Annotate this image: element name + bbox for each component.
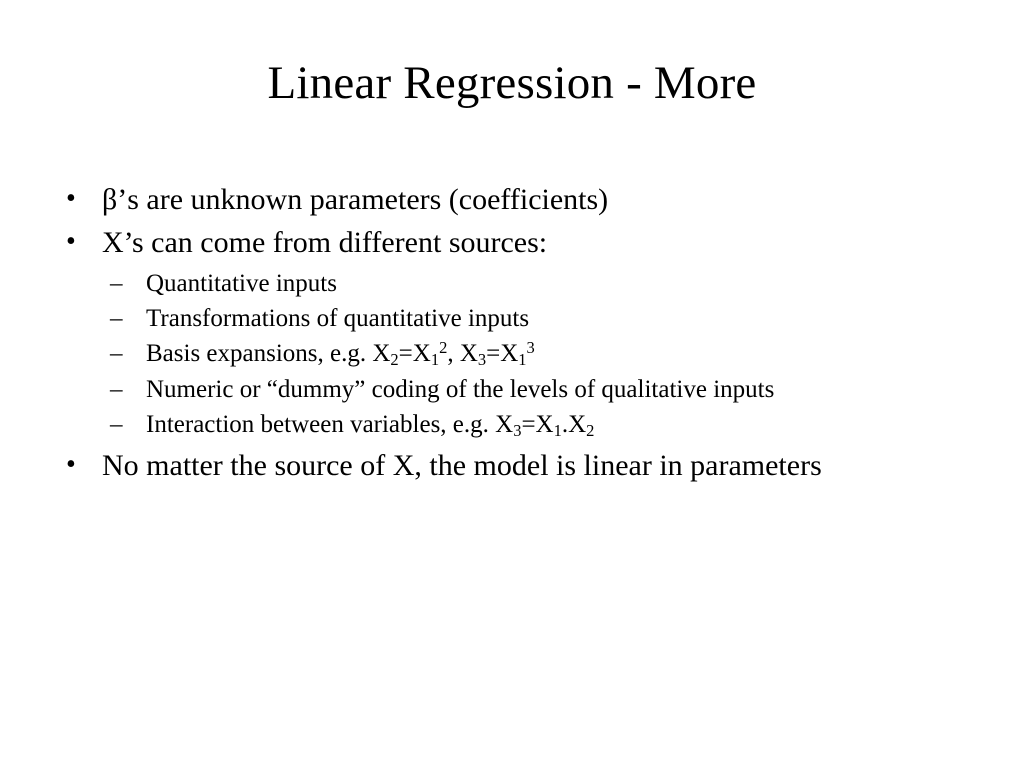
bullet-list-level1 [56, 180, 956, 486]
list-item [102, 373, 956, 407]
dash-icon: – [110, 375, 123, 403]
basis-subscript-4: 1 [518, 350, 527, 370]
interaction-equals: =X [521, 410, 554, 438]
list-item [56, 180, 956, 220]
bullet-text: No matter the source of X, the model is linear in parameters [102, 449, 822, 483]
list-item [102, 408, 956, 443]
interaction-subscript-3: 2 [586, 420, 595, 440]
basis-middle: , X [447, 340, 478, 368]
sub-bullet-text-basis-expansions [146, 337, 535, 370]
basis-superscript-4: 3 [526, 337, 535, 357]
bullet-icon: • [66, 183, 76, 214]
bullet-icon: • [66, 449, 76, 481]
basis-superscript-2: 2 [439, 337, 448, 357]
sub-bullet-text: Numeric or “dummy” coding of the levels of qualitative inputs [146, 375, 775, 403]
bullet-text: β’s are unknown parameters (coefficients) [102, 183, 609, 216]
dash-icon: – [110, 304, 123, 332]
basis-equals-2: =X [486, 340, 519, 368]
interaction-dot: .X [561, 410, 587, 438]
sub-bullet-text: Quantitative inputs [146, 269, 337, 297]
interaction-prefix: Interaction between variables, e.g. X [146, 410, 514, 438]
sub-bullet-text-interaction [146, 411, 594, 438]
list-item [56, 446, 956, 486]
interaction-subscript-2: 1 [553, 420, 562, 440]
list-item [102, 337, 956, 372]
list-item [102, 267, 956, 301]
dash-icon: – [110, 339, 123, 367]
bullet-list-level2 [102, 267, 956, 442]
basis-subscript-1: 2 [390, 350, 399, 370]
sub-bullet-text: Transformations of quantitative inputs [146, 304, 530, 332]
slide-body [56, 180, 956, 489]
dash-icon: – [110, 410, 123, 438]
basis-subscript-3: 3 [477, 350, 487, 370]
dash-icon: – [110, 269, 123, 297]
basis-equals-1: =X [398, 340, 431, 368]
bullet-icon: • [66, 225, 76, 257]
bullet-text: X’s can come from different sources: [102, 225, 548, 259]
list-item [56, 223, 956, 442]
basis-prefix: Basis expansions, e.g. X [146, 340, 391, 368]
page-title: Linear Regression - More [267, 57, 757, 109]
list-item [102, 302, 956, 336]
interaction-subscript-1: 3 [513, 420, 522, 440]
basis-subscript-2: 1 [430, 350, 440, 370]
